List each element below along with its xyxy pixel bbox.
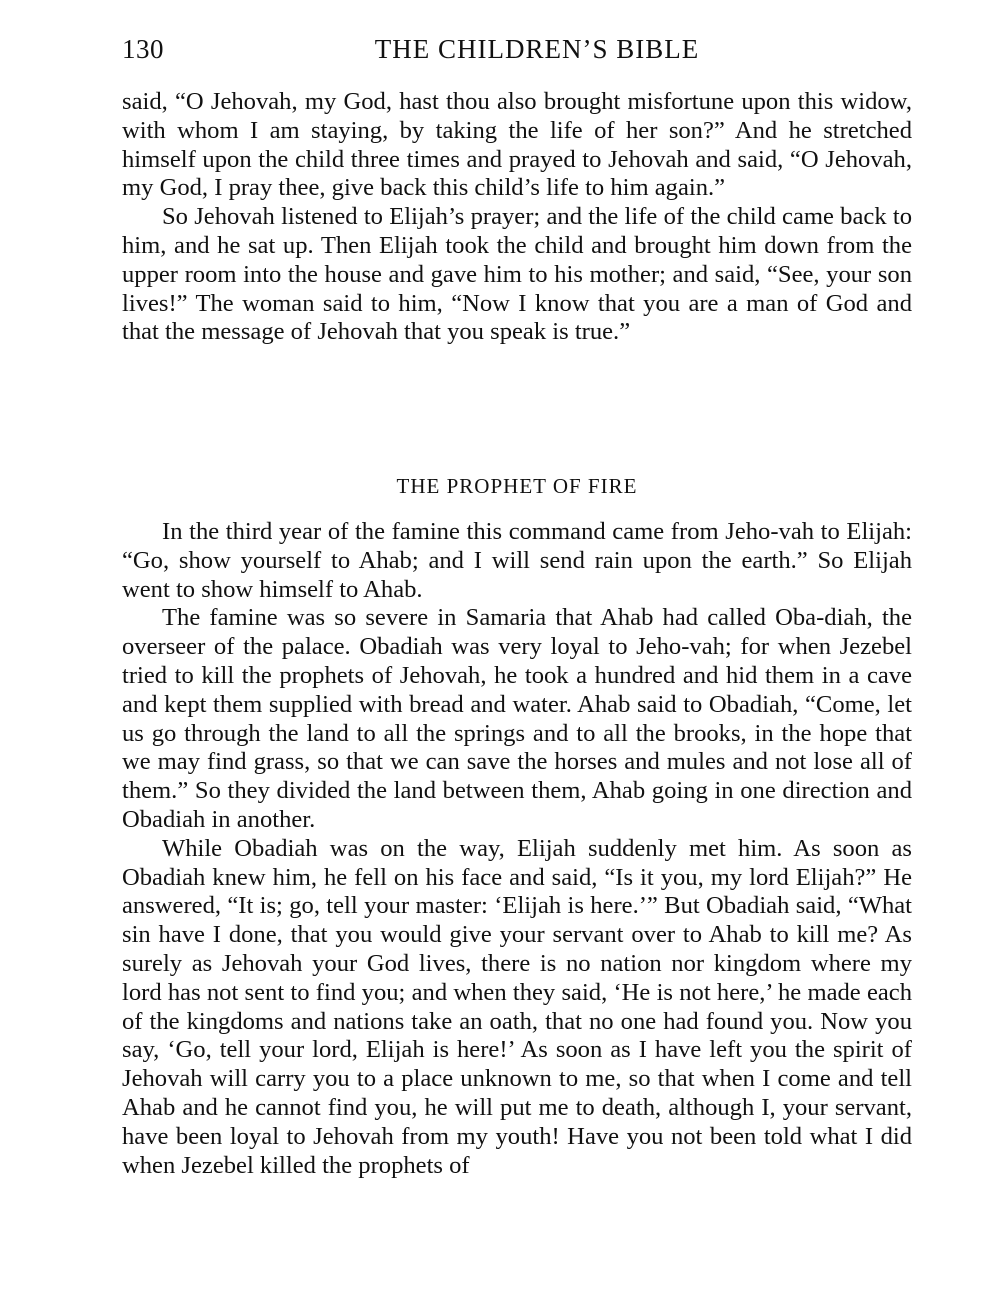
paragraph: So Jehovah listened to Elijah’s prayer; and the life of the child came back to him, and he sat up. Then Elijah took the child and brought him down from the upper room into the house and gave him to his mother; and said, “See, your son lives!” The woman said to him, “Now I know that you are a man of God and that the message of Jehovah that you speak is true.” [122, 203, 912, 346]
paragraph: While Obadiah was on the way, Elijah suddenly met him. As soon as Obadiah knew him, he fell on his face and said, “Is it you, my lord Elijah?” He answered, “It is; go, tell your master: ‘Elijah is here.’” But Obadiah said, “What sin have I done, that you would give your servant over to Ahab to kill me? As surely as Jehovah your God lives, there is no nation nor kingdom where my lord has not sent to find you; and when they said, ‘He is not here,’ he made each of the kingdoms and nations take an oath, that no one had found you. Now you say, ‘Go, tell your lord, Elijah is here!’ As soon as I have left you the spirit of Jehovah will carry you to a place unknown to me, so that when I come and tell Ahab and he cannot find you, he will put me to death, although I, your servant, have been loyal to Jehovah from my youth! Have you not been told what I did when Jezebel killed the prophets of [122, 834, 912, 1179]
paragraph-continued: said, “O Jehovah, my God, hast thou also brought misfortune upon this widow, with whom I am staying, by taking the life of her son?” And he stretched himself upon the child three times and prayed to Jehovah and said, “O Jehovah, my God, I pray thee, give back this child’s life to him again.” [122, 88, 912, 202]
running-head [122, 34, 912, 70]
page-number: 130 [122, 34, 164, 64]
book-title: THE CHILDREN’S BIBLE [374, 34, 700, 64]
paragraph: In the third year of the famine this command came from Jeho-vah to Elijah: “Go, show yourself to Ahab; and I will send rain upon the earth.” So Elijah went to show himself to Ahab. [122, 518, 912, 603]
section-heading: THE PROPHET OF FIRE [396, 474, 638, 498]
continued-text [122, 88, 912, 347]
section-body [122, 518, 912, 1180]
paragraph: The famine was so severe in Samaria that Ahab had called Oba-diah, the overseer of the palace. Obadiah was very loyal to Jeho-vah; for when Jezebel tried to kill the prophets of Jehovah, he took a hundred and hid them in a cave and kept them supplied with bread and water. Ahab said to Obadiah, “Come, let us go through the land to all the springs and to all the brooks, in the hope that we may find grass, so that we can save the horses and mules and not lose all of them.” So they divided the land between them, Ahab going in one direction and Obadiah in another. [122, 604, 912, 833]
